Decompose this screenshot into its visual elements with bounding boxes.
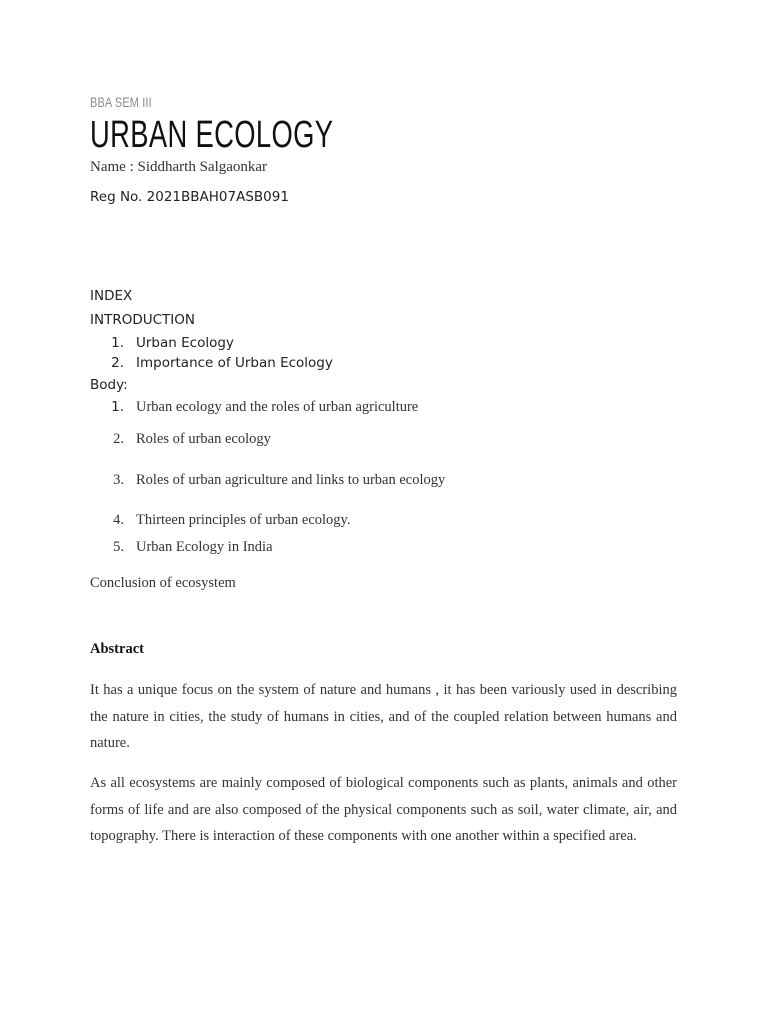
abstract-paragraph: It has a unique focus on the system of nature and humans , it has been variously used in describing the nature in cities, the study of humans in cities, and of the coupled relation between humans and nature. [90, 682, 677, 751]
list-label: Roles of urban ecology [136, 431, 271, 447]
abstract-paragraph: As all ecosystems are mainly composed of biological components such as plants, animals and other forms of life and are also composed of the physical components such as soil, water climate, air, and topography. There is interaction of these components with one another within a specified area. [90, 775, 677, 844]
list-label: Urban Ecology in India [136, 539, 273, 555]
body-list-item [100, 399, 418, 416]
author-name: Name : Siddharth Salgaonkar [90, 159, 268, 175]
list-number: 4. [113, 512, 124, 528]
body-list-item [100, 512, 350, 529]
conclusion-entry: Conclusion of ecosystem [90, 575, 236, 591]
list-number: 3. [113, 472, 124, 488]
intro-list-item [100, 335, 234, 351]
body-heading: Body: [90, 377, 128, 393]
intro-list-item [100, 355, 333, 371]
body-list-item [100, 539, 273, 556]
body-list-item [100, 431, 271, 448]
list-label: Roles of urban agriculture and links to urban ecology [136, 472, 446, 488]
course-label: BBA SEM III [90, 94, 152, 110]
list-label: Thirteen principles of urban ecology. [136, 512, 351, 528]
index-heading: INDEX [90, 288, 133, 304]
list-number: 5. [113, 539, 124, 555]
list-number: 1. [111, 399, 124, 415]
introduction-heading: INTRODUCTION [90, 312, 195, 328]
list-label: Urban ecology and the roles of urban agriculture [136, 399, 419, 415]
list-number: 2. [113, 431, 124, 447]
abstract-heading: Abstract [90, 641, 144, 657]
list-number: 2. [111, 355, 124, 371]
registration-number: Reg No. 2021BBAH07ASB091 [90, 189, 289, 205]
document-title: URBAN ECOLOGY [90, 114, 334, 156]
body-list-item [100, 472, 445, 489]
list-label: Importance of Urban Ecology [136, 355, 333, 371]
list-number: 1. [111, 335, 124, 351]
list-label: Urban Ecology [136, 335, 234, 351]
